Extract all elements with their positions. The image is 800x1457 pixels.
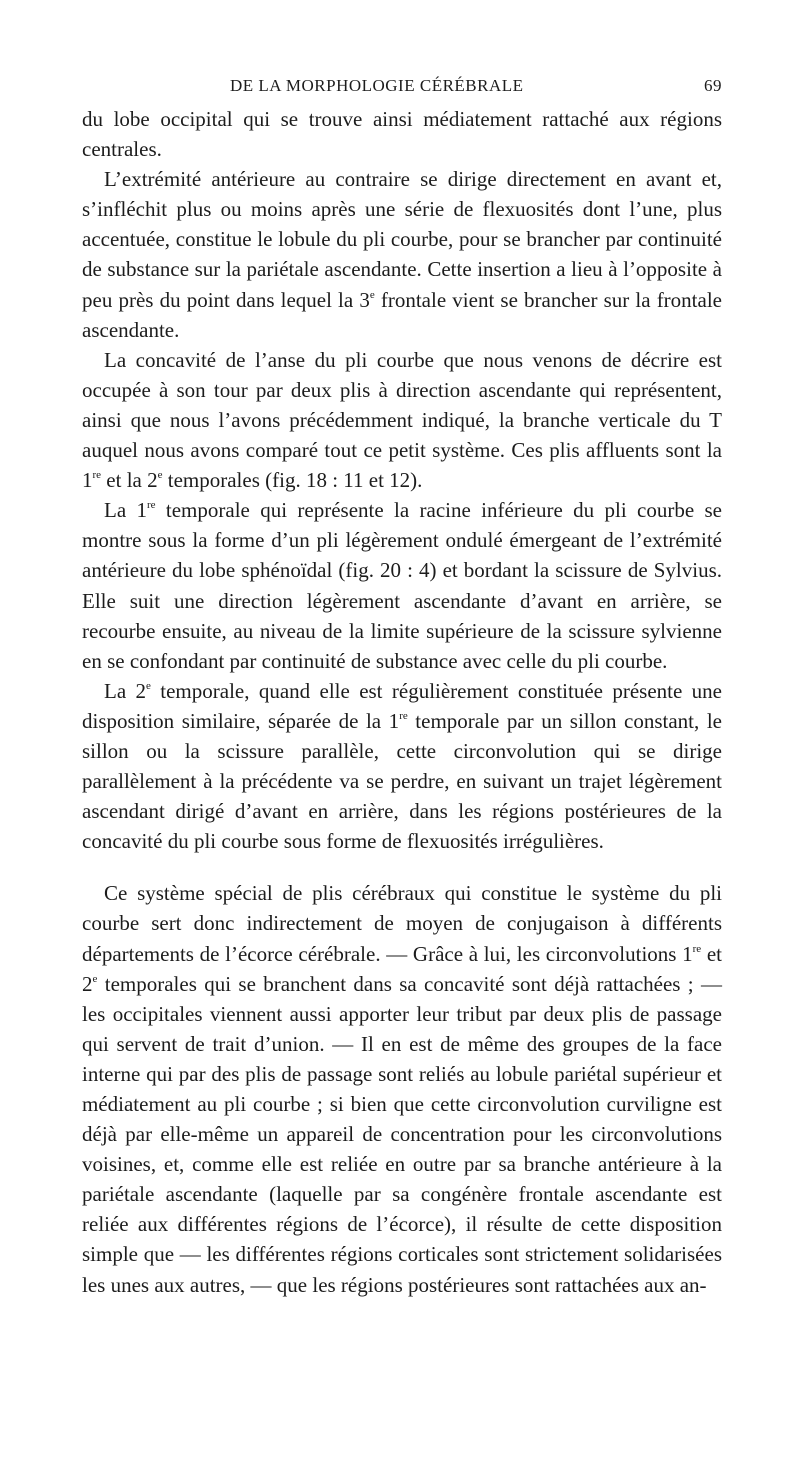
paragraph-2-text-a: L’extrémité antérieure au contraire se dirige directement en avant et, s’infléchit plus ou moins après une série de flexuosités dont l’une, plus accentuée, constitue le lobule du pli courbe, pour se brancher par continuité de substance sur la pariétale ascendante. Cette insertion a lieu à l’opposite à peu près du point dans lequel la 3 xyxy=(82,167,722,312)
paragraph-6-text-a: Ce système spécial de plis cérébraux qui constitue le système du pli courbe sert donc indirectement de moyen de conjugaison à différents départements de l’écorce cérébrale. — Grâce à lui, les circonvolutions 1 xyxy=(82,881,722,966)
ordinal-suffix: e xyxy=(92,972,98,985)
paragraph-3-text-b: et la 2 xyxy=(101,468,158,493)
paragraph-4 xyxy=(82,495,722,676)
ordinal-suffix: re xyxy=(692,942,702,955)
ordinal-suffix: e xyxy=(369,288,375,301)
paragraph-1: du lobe occipital qui se trouve ainsi médiatement rattaché aux régions centrales. xyxy=(82,107,722,162)
paragraph-3-text-c: temporales (fig. 18 : 11 et 12). xyxy=(162,468,423,493)
paragraph-5-text-b: temporale, quand elle est régulièrement constituée présente une disposition similaire, séparée de la 1 xyxy=(82,678,722,733)
ordinal-suffix: e xyxy=(146,679,151,692)
paragraph-2 xyxy=(82,164,722,345)
ordinal-suffix: e xyxy=(157,469,163,482)
ordinal-suffix: re xyxy=(92,469,102,482)
ordinal-suffix: re xyxy=(147,499,156,512)
paragraph-4-text-b: temporale qui représente la racine inférieure du pli courbe se montre sous la forme d’un pli légèrement ondulé émergeant de l’extrémité antérieure du lobe sphénoïdal (fig. 20 : 4) et bordant la scissure de Sylvius. Elle suit une direction légèrement ascendante d’avant en arrière, se recourbe ensuite, au niveau de la limite supérieure de la scissure sylvienne en se confondant par continuité de substance avec celle du pli courbe. xyxy=(82,498,722,673)
paragraph-5-text-a: La 2 xyxy=(104,678,147,703)
paragraph-5-text-c: temporale par un sillon constant, le sillon ou la scissure parallèle, cette circonvolution qui se dirige parallèlement à la précédente va se perdre, en suivant un trajet légèrement ascendant dirigé d’avant en arrière, dans les régions postérieures de la concavité du pli courbe sous forme de flexuosités irrégulières. xyxy=(82,708,722,854)
paragraph-5 xyxy=(82,676,722,857)
body-text xyxy=(82,104,722,1300)
ordinal-suffix: re xyxy=(399,709,408,722)
paragraph-4-text-a: La 1 xyxy=(104,498,147,523)
book-page xyxy=(82,72,722,1300)
running-title: DE LA MORPHOLOGIE CÉRÉBRALE xyxy=(230,76,524,95)
paragraph-2-text-b: frontale vient se brancher sur la frontale ascendante. xyxy=(82,287,722,342)
page-number: 69 xyxy=(704,76,722,95)
paragraph-6-text-c: temporales qui se branchent dans sa concavité sont déjà rattachées ; — les occipitales viennent aussi apporter leur tribut par deux plis de passage qui servent de trait d’union. — Il en est de même des groupes de la face interne qui par des plis de passage sont reliés au lobule pariétal supérieur et médiatement au pli courbe ; si bien que cette circonvolution curviligne est déjà par elle-même un appareil de concentration pour les circonvolutions voisines, et, comme elle est reliée en outre par sa branche antérieure à la pariétale ascendante (laquelle par sa congénère frontale ascendante est reliée aux différentes régions de l’écorce), il résulte de cette disposition simple que — les différentes régions corticales sont strictement solidarisées les unes aux autres, — que les régions postérieures sont rattachées aux an- xyxy=(82,971,722,1297)
paragraph-6-text-b: et 2 xyxy=(82,941,723,996)
running-header xyxy=(82,72,722,100)
paragraph-3-text-a: La concavité de l’anse du pli courbe que nous venons de décrire est occupée à son tour par deux plis à direction ascendante qui représentent, ainsi que nous l’avons précédemment indiqué, la branche verticale du T auquel nous avons comparé tout ce petit système. Ces plis affluents sont la 1 xyxy=(82,347,722,493)
paragraph-3 xyxy=(82,345,722,495)
paragraph-6 xyxy=(82,878,722,1299)
